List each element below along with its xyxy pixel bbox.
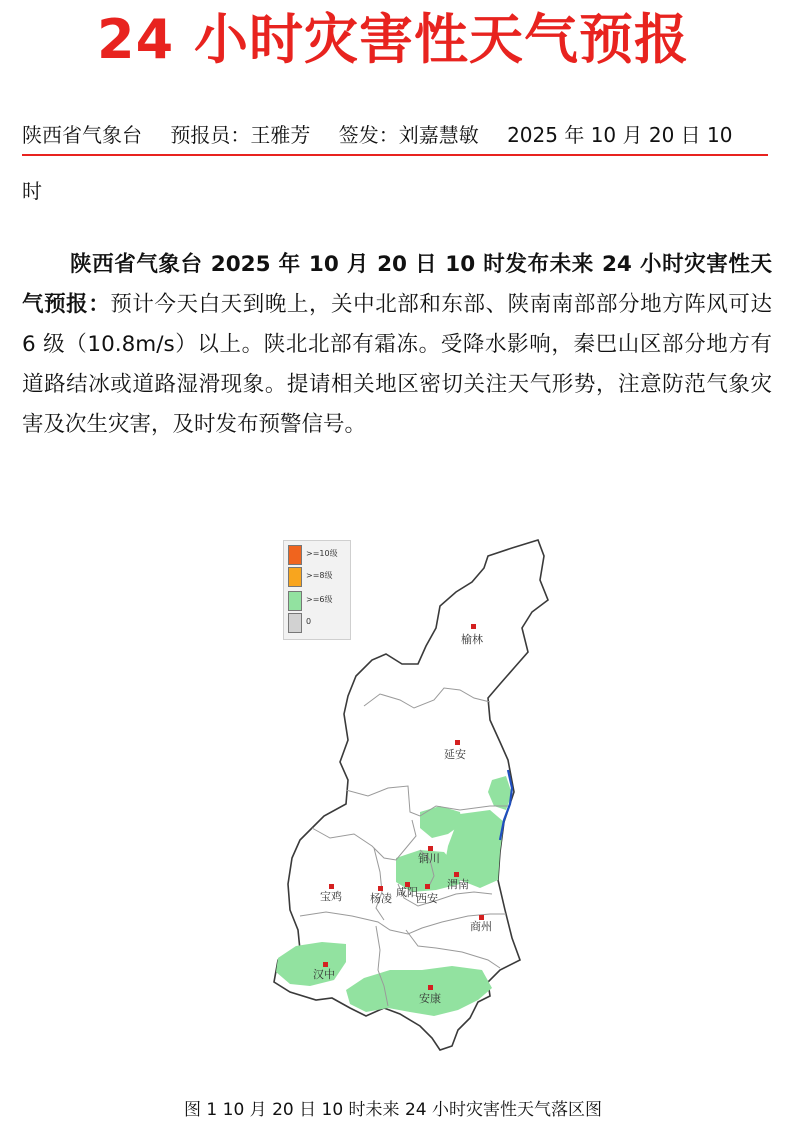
city-label-hanzhong: 汉中 <box>313 968 335 981</box>
city-label-yangling: 杨凌 <box>370 892 392 905</box>
city-label-xian: 西安 <box>416 892 438 905</box>
legend-swatch <box>288 613 302 633</box>
legend-label: >=8级 <box>306 571 333 580</box>
marker-ankang <box>428 985 433 990</box>
city-label-weinan: 渭南 <box>447 878 469 891</box>
legend-label: 0 <box>306 617 312 626</box>
forecast-body: 预计今天白天到晚上，关中北部和东部、陕南南部部分地方阵风可达 6 级（10.8m/s）以上。陕北北部有霜冻。受降水影响，秦巴山区部分地方有道路结冰或道路湿滑现象。提请相关地区密切关注天气形势，注意防范气象灾害及次生灾害，及时发布预警信号。 <box>22 292 772 437</box>
map-legend <box>283 540 351 640</box>
marker-tongchuan <box>428 846 433 851</box>
issue-date: 2025 年 10 月 20 日 10 <box>507 123 733 147</box>
legend-item <box>288 591 348 611</box>
legend-item <box>288 613 348 633</box>
forecaster-name: 预报员：王雅芳 <box>170 123 311 147</box>
issuer-name: 签发：刘嘉慧敏 <box>338 123 479 147</box>
city-label-yanan: 延安 <box>444 748 466 761</box>
marker-weinan <box>454 872 459 877</box>
city-label-xianyang: 咸阳 <box>396 886 418 899</box>
figure-caption: 图 1 10 月 20 日 10 时未来 24 小时灾害性天气落区图 <box>184 1100 602 1120</box>
header-divider <box>22 154 768 156</box>
marker-yanan <box>455 740 460 745</box>
legend-swatch <box>288 545 302 565</box>
legend-label: >=6级 <box>306 595 333 604</box>
forecast-lead: 陕西省气象台 2025 年 10 月 20 日 10 时发布未来 24 小时灾害性天气预报： <box>22 252 772 317</box>
city-label-yulin: 榆林 <box>461 633 483 646</box>
issue-date-continued: 时 <box>22 179 42 203</box>
marker-yangling <box>378 886 383 891</box>
legend-swatch <box>288 567 302 587</box>
legend-label: >=10级 <box>306 549 338 558</box>
page-title: 24 小时灾害性天气预报 <box>97 8 689 71</box>
marker-baoji <box>329 884 334 889</box>
city-label-shangzhou: 商州 <box>470 920 492 933</box>
legend-item <box>288 545 348 565</box>
city-label-tongchuan: 铜川 <box>418 852 440 865</box>
agency-name: 陕西省气象台 <box>22 123 142 147</box>
marker-hanzhong <box>323 962 328 967</box>
marker-xian <box>425 884 430 889</box>
legend-swatch <box>288 591 302 611</box>
legend-item <box>288 567 348 587</box>
city-label-baoji: 宝鸡 <box>320 890 342 903</box>
city-label-ankang: 安康 <box>419 992 441 1005</box>
forecast-paragraph <box>22 245 772 445</box>
forecast-header <box>22 120 766 150</box>
marker-yulin <box>471 624 476 629</box>
